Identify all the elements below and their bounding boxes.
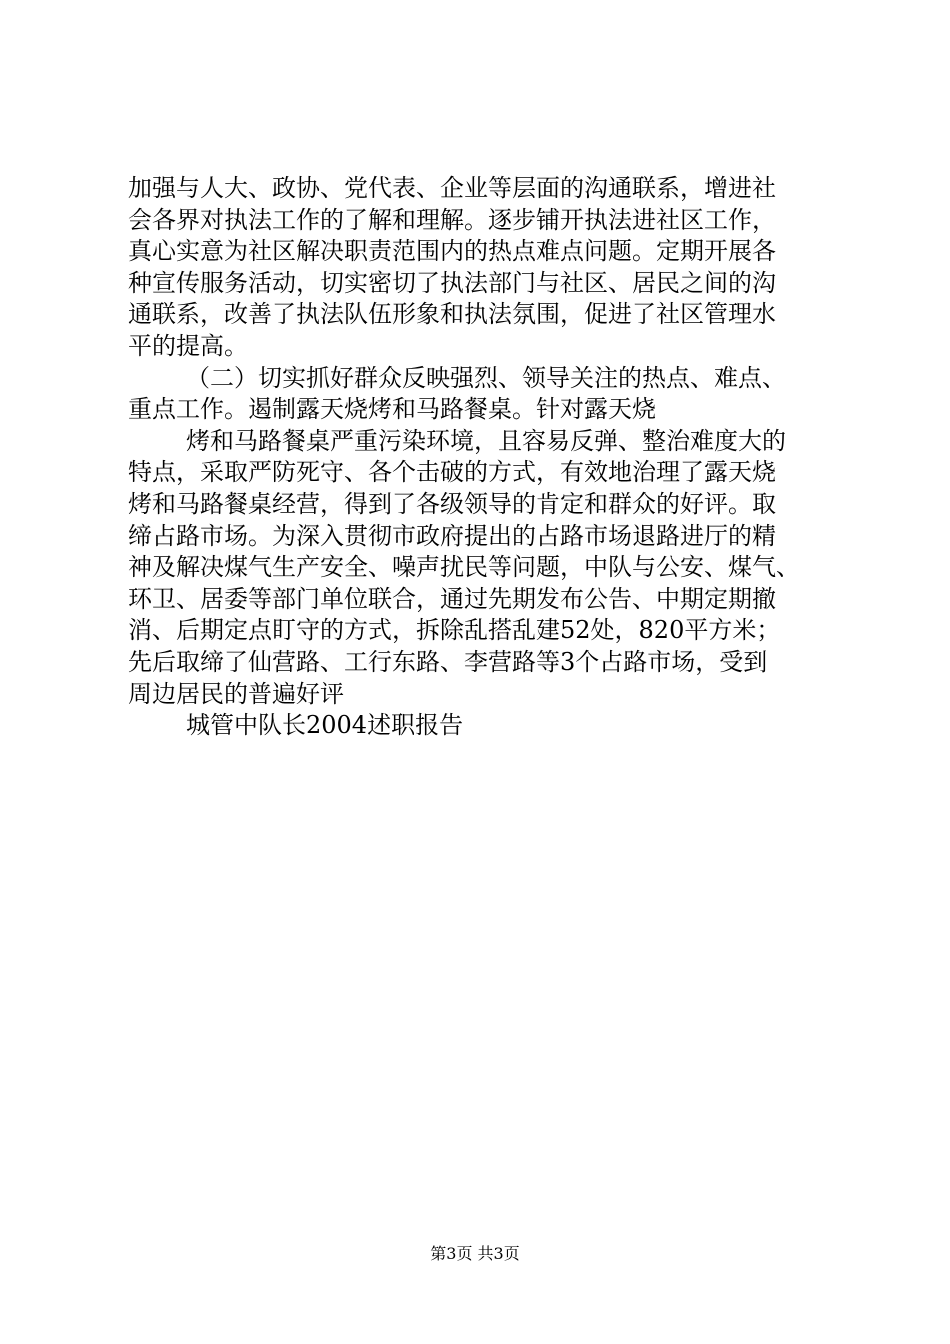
body-line: 种宣传服务活动，切实密切了执法部门与社区、居民之间的沟 [128,268,776,297]
document-body [128,173,828,742]
body-line: 特点，采取严防死守、各个击破的方式，有效地治理了露天烧 [128,458,776,487]
body-line: 加强与人大、政协、党代表、企业等层面的沟通联系，增进社 [128,174,776,202]
body-line: 周边居民的普遍好评 [128,679,344,708]
section-heading-line: （二）切实抓好群众反映强烈、领导关注的热点、难点、 [186,363,786,392]
page-footer [0,1244,950,1264]
body-line: 通联系，改善了执法队伍形象和执法氛围，促进了社区管理水 [128,300,776,329]
body-line: 缔占路市场。为深入贯彻市政府提出的占路市场退路进厅的精 [128,521,776,550]
body-line: 神及解决煤气生产安全、噪声扰民等问题，中队与公安、煤气、 [128,553,800,582]
body-line: 会各界对执法工作的了解和理解。逐步铺开执法进社区工作， [128,205,776,234]
body-line: 重点工作。遏制露天烧烤和马路餐桌。针对露天烧 [128,395,656,424]
body-line: 平的提高。 [128,331,248,360]
body-line: 环卫、居委等部门单位联合，通过先期发布公告、中期定期撤 [128,584,776,613]
body-line: 先后取缔了仙营路、工行东路、李营路等3个占路市场，受到 [128,647,768,676]
body-line: 消、后期定点盯守的方式，拆除乱搭乱建52处，820平方米； [128,616,781,645]
closing-title-line: 城管中队长2004述职报告 [186,711,464,740]
page-number-label: 第3页 共3页 [430,1244,520,1263]
body-line: 烤和马路餐桌严重污染环境，且容易反弹、整治难度大的 [186,426,786,455]
body-line: 烤和马路餐桌经营，得到了各级领导的肯定和群众的好评。取 [128,489,776,518]
body-line: 真心实意为社区解决职责范围内的热点难点问题。定期开展各 [128,237,776,266]
